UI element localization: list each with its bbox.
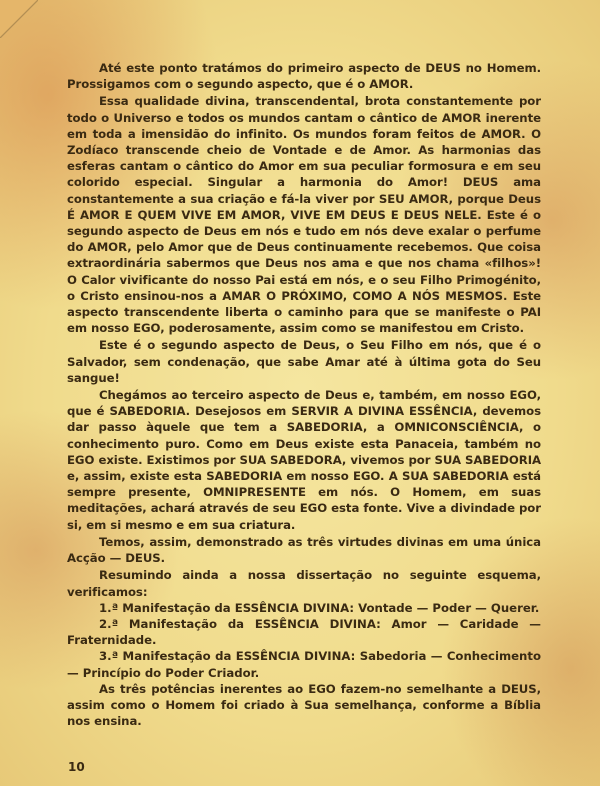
paragraph: Este é o segundo aspecto de Deus, o Seu Filho em nós, que é o Salvador, sem condenação, que sabe Amar até à última gota do Seu sangue! [67, 338, 541, 385]
list-item: 1.ª Manifestação da ESSÊNCIA DIVINA: Vontade — Poder — Querer. [99, 600, 540, 615]
paragraph: Resumindo ainda a nossa dissertação no seguinte esquema, verificamos: [67, 568, 541, 599]
list-item: 3.ª Manifestação da ESSÊNCIA DIVINA: Sabedoria — Conhecimento — Princípio do Poder Criador. [67, 649, 541, 680]
closing-paragraph: As três potências inerentes ao EGO fazem-no semelhante a DEUS, assim como o Homem foi criado à Sua semelhança, conforme a Bíblia nos ensina. [67, 681, 541, 729]
paragraph: Chegámos ao terceiro aspecto de Deus e, também, em nosso EGO, que é SABEDORIA. Desejosos em SERVIR A DIVINA ESSÊNCIA, devemos dar passo àquele que tem a SABEDORIA, a OMNICONSCIÊNCIA, o conhecimento puro. Como em Deus existe esta Panaceia, também no EGO existe. Existimos por SUA SABEDORA, vivemos por SUA SABEDORIA e, assim, existe esta SABEDORIA em nosso EGO. A SUA SABEDORIA está sempre presente, OMNIPRESENTE em nós. O Homem, em suas meditações, achará através de seu EGO esta fonte. Vive a divindade por si, em si mesmo e em sua criatura. [67, 388, 541, 532]
page-number: 10 [68, 760, 85, 774]
page-text-body [67, 60, 541, 729]
paragraph: Essa qualidade divina, transcendental, brota constantemente por todo o Universo e todos os mundos cantam o cântico de AMOR inerente em toda a imensidão do infinito. Os mundos foram feitos de AMOR. O Zodíaco transcende cheio de Vontade e de Amor. As harmonias das esferas cantam o cântico do Amor em sua peculiar formosura e em seu colorido especial. Singular a harmonia do Amor! DEUS ama constantemente a sua criação e fá-la viver por SEU AMOR, porque Deus É AMOR E QUEM VIVE EM AMOR, VIVE EM DEUS E DEUS NELE. Este é o segundo aspecto de Deus em nós e tudo em nós deve exalar o perfume do AMOR, pelo Amor que de Deus continuamente recebemos. Que coisa extraordinária sabermos que Deus nos ama e que nos chama «filhos»! O Calor vivificante do nosso Pai está em nós, e o seu Filho Primogénito, o Cristo ensinou-nos a AMAR O PRÓXIMO, COMO A NÓS MESMOS. Este aspecto transcendente liberta o caminho para que se manifeste o PAI em nosso EGO, poderosamente, assim como se manifestou em Cristo. [67, 94, 541, 336]
paragraph: Até este ponto tratámos do primeiro aspecto de DEUS no Homem. Prossigamos com o segundo aspecto, que é o AMOR. [67, 61, 541, 92]
page-corner-fold [0, 0, 38, 38]
list-item: 2.ª Manifestação da ESSÊNCIA DIVINA: Amor — Caridade — Fraternidade. [67, 616, 541, 648]
paragraph: Temos, assim, demonstrado as três virtudes divinas em uma única Acção — DEUS. [67, 534, 541, 566]
